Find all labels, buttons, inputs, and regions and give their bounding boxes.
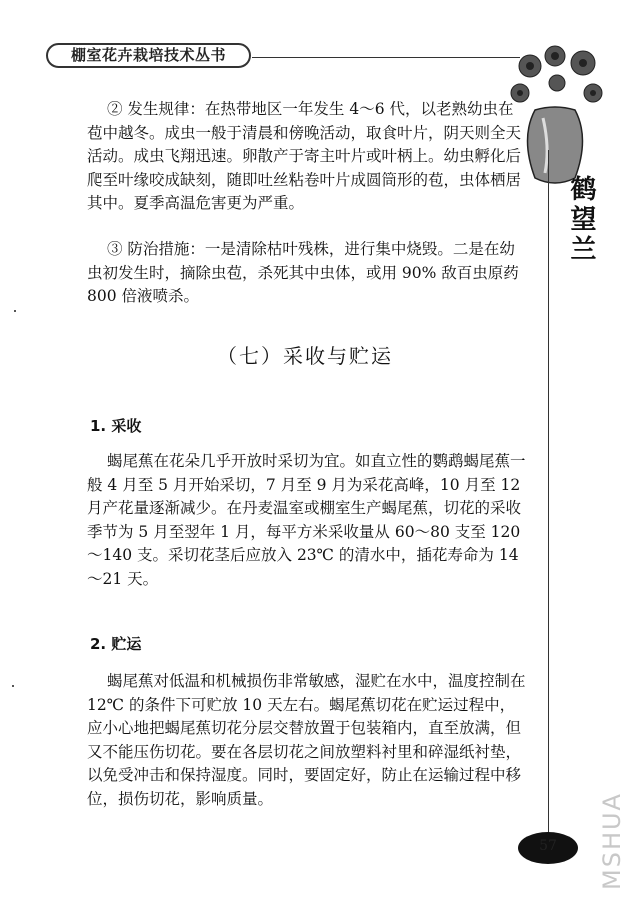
- page-number-badge: [518, 832, 578, 864]
- side-title: 鹤望兰: [566, 175, 596, 265]
- subheading-harvest: 1. 采收: [90, 417, 142, 435]
- paragraph-occurrence: [87, 98, 527, 216]
- paragraph-harvest: [87, 450, 527, 591]
- paragraph-text: ③ 防治措施：一是清除枯叶残株，进行集中烧毁。二是在幼虫初发生时，摘除虫苞，杀死其中虫体，或用 90% 敌百虫原药 800 倍液喷杀。: [87, 240, 519, 305]
- section-title: （七）采收与贮运: [217, 344, 393, 368]
- series-title: 棚室花卉栽培技术丛书: [46, 43, 251, 68]
- scan-speck: [12, 685, 14, 687]
- header-rule: [252, 57, 520, 58]
- subheading-storage: 2. 贮运: [90, 635, 142, 653]
- paragraph-storage: [87, 670, 527, 811]
- page-number: 57: [539, 838, 557, 854]
- scan-speck: [14, 310, 16, 312]
- margin-vertical-rule: [548, 150, 549, 840]
- paragraph-text: 蝎尾蕉对低温和机械损伤非常敏感，湿贮在水中，温度控制在 12℃ 的条件下可贮放 10 天左右。蝎尾蕉切花在贮运过程中，应小心地把蝎尾蕉切花分层交替放置于包装箱内，直至放满，但又不能压伤切花。要在各层切花之间放塑料衬里和碎湿纸衬垫，以免受冲击和保持湿度。同时，要固定好，防止在运输过程中移位，损伤切花，影响质量。: [87, 672, 526, 808]
- paragraph-text: 蝎尾蕉在花朵几乎开放时采切为宜。如直立性的鹦鹉蝎尾蕉一般 4 月至 5 月开始采切，7 月至 9 月为采花高峰，10 月至 12 月产花量逐渐减少。在丹麦温室或棚室生产蝎尾蕉，切花的采收季节为 5 月至翌年 1 月，每平方米采收量从 60～80 支至 120～140 支。采切花茎后应放入 23℃ 的清水中，插花寿命为 14～21 天。: [87, 452, 526, 588]
- watermark: MSHUA: [598, 792, 626, 890]
- paragraph-text: ② 发生规律：在热带地区一年发生 4～6 代，以老熟幼虫在苞中越冬。成虫一般于清晨和傍晚活动，取食叶片，阴天则全天活动。成虫飞翔迅速。卵散产于寄主叶片或叶柄上。幼虫孵化后爬至叶缘咬成缺刻，随即吐丝粘卷叶片成圆筒形的苞，虫体栖居其中。夏季高温危害更为严重。: [87, 100, 522, 212]
- paragraph-control: [87, 238, 527, 309]
